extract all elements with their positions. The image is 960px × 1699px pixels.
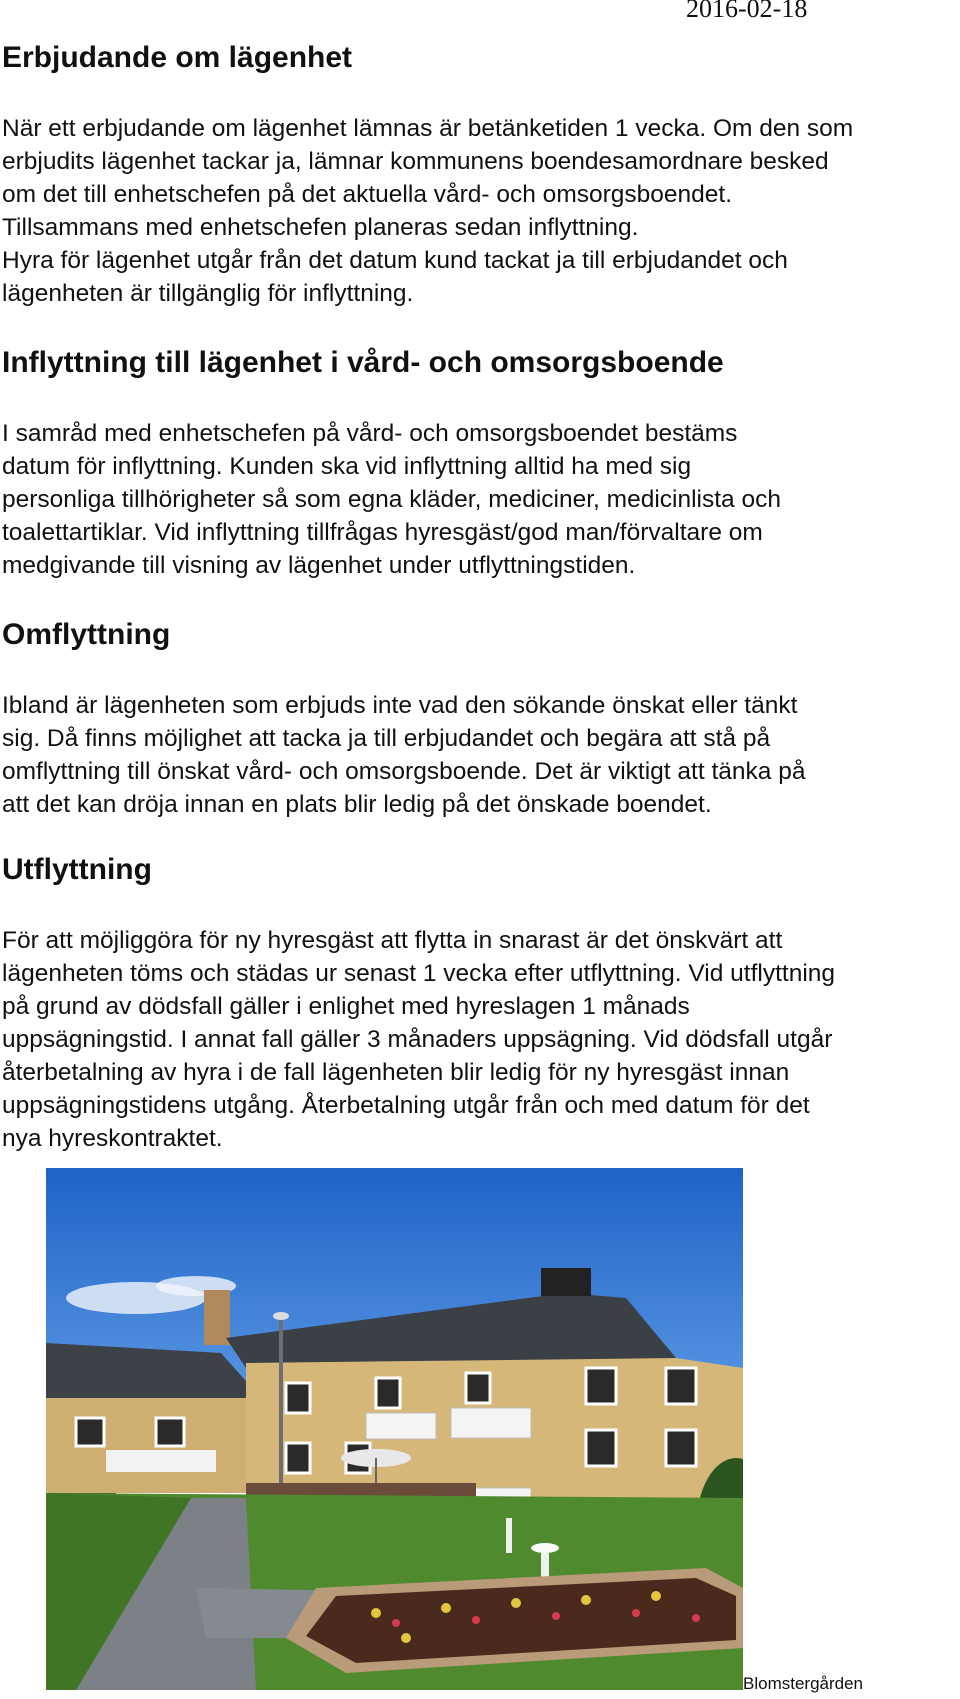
text-line: När ett erbjudande om lägenhet lämnas är betänketiden 1 vecka. Om den som [2, 115, 854, 142]
text-line: att det kan dröja innan en plats blir ledig på det önskade boendet. [2, 791, 712, 818]
text-line: uppsägningstidens utgång. Återbetalning utgår från och med datum för det [2, 1092, 810, 1119]
text-line: uppsägningstid. I annat fall gäller 3 månaders uppsägning. Vid dödsfall utgår [2, 1026, 833, 1053]
text-line: Hyra för lägenhet utgår från det datum kund tackat ja till erbjudandet och [2, 247, 788, 274]
building-photo [46, 1168, 743, 1690]
heading-omflyttning: Omflyttning [2, 618, 171, 651]
paragraph-inflyttning [2, 417, 781, 582]
text-line: omflyttning till önskat vård- och omsorgsboende. Det är viktigt att tänka på [2, 758, 806, 785]
text-line: nya hyreskontraktet. [2, 1125, 223, 1152]
text-line: toalettartiklar. Vid inflyttning tillfrågas hyresgäst/god man/förvaltare om [2, 519, 763, 546]
text-line: Tillsammans med enhetschefen planeras sedan inflyttning. [2, 214, 639, 241]
heading-erbjudande: Erbjudande om lägenhet [2, 41, 353, 74]
photo-caption: Blomstergården [743, 1674, 864, 1693]
text-line: datum för inflyttning. Kunden ska vid inflyttning alltid ha med sig [2, 453, 692, 480]
text-line: erbjudits lägenhet tackar ja, lämnar kommunens boendesamordnare besked [2, 148, 829, 175]
text-line: personliga tillhörigheter så som egna kläder, mediciner, medicinlista och [2, 486, 781, 513]
document-date: 2016-02-18 [686, 0, 808, 23]
text-line: om det till enhetschefen på det aktuella vård- och omsorgsboendet. [2, 181, 732, 208]
balcony [451, 1408, 531, 1438]
roof-vent [541, 1268, 591, 1296]
text-line: sig. Då finns möjlighet att tacka ja till erbjudandet och begära att stå på [2, 725, 771, 752]
text-line: lägenheten töms och städas ur senast 1 vecka efter utflyttning. Vid utflyttning [2, 960, 836, 987]
paragraph-omflyttning [2, 689, 805, 821]
paragraph-utflyttning [2, 924, 835, 1155]
heading-utflyttning: Utflyttning [2, 853, 152, 886]
text-line: medgivande till visning av lägenhet under utflyttningstiden. [2, 552, 636, 579]
chimney [204, 1290, 230, 1345]
text-line: återbetalning av hyra i de fall lägenheten blir ledig för ny hyresgäst innan [2, 1059, 790, 1086]
text-line: För att möjliggöra för ny hyresgäst att flytta in snarast är det önskvärt att [2, 927, 783, 954]
balcony [366, 1413, 436, 1439]
text-line: lägenheten är tillgänglig för inflyttning. [2, 280, 414, 307]
text-line: på grund av dödsfall gäller i enlighet med hyreslagen 1 månads [2, 993, 690, 1020]
text-line: Ibland är lägenheten som erbjuds inte vad den sökande önskat eller tänkt [2, 692, 798, 719]
text-line: I samråd med enhetschefen på vård- och omsorgsboendet bestäms [2, 420, 738, 447]
heading-inflyttning: Inflyttning till lägenhet i vård- och omsorgsboende [2, 346, 724, 379]
paragraph-erbjudande [2, 112, 853, 310]
